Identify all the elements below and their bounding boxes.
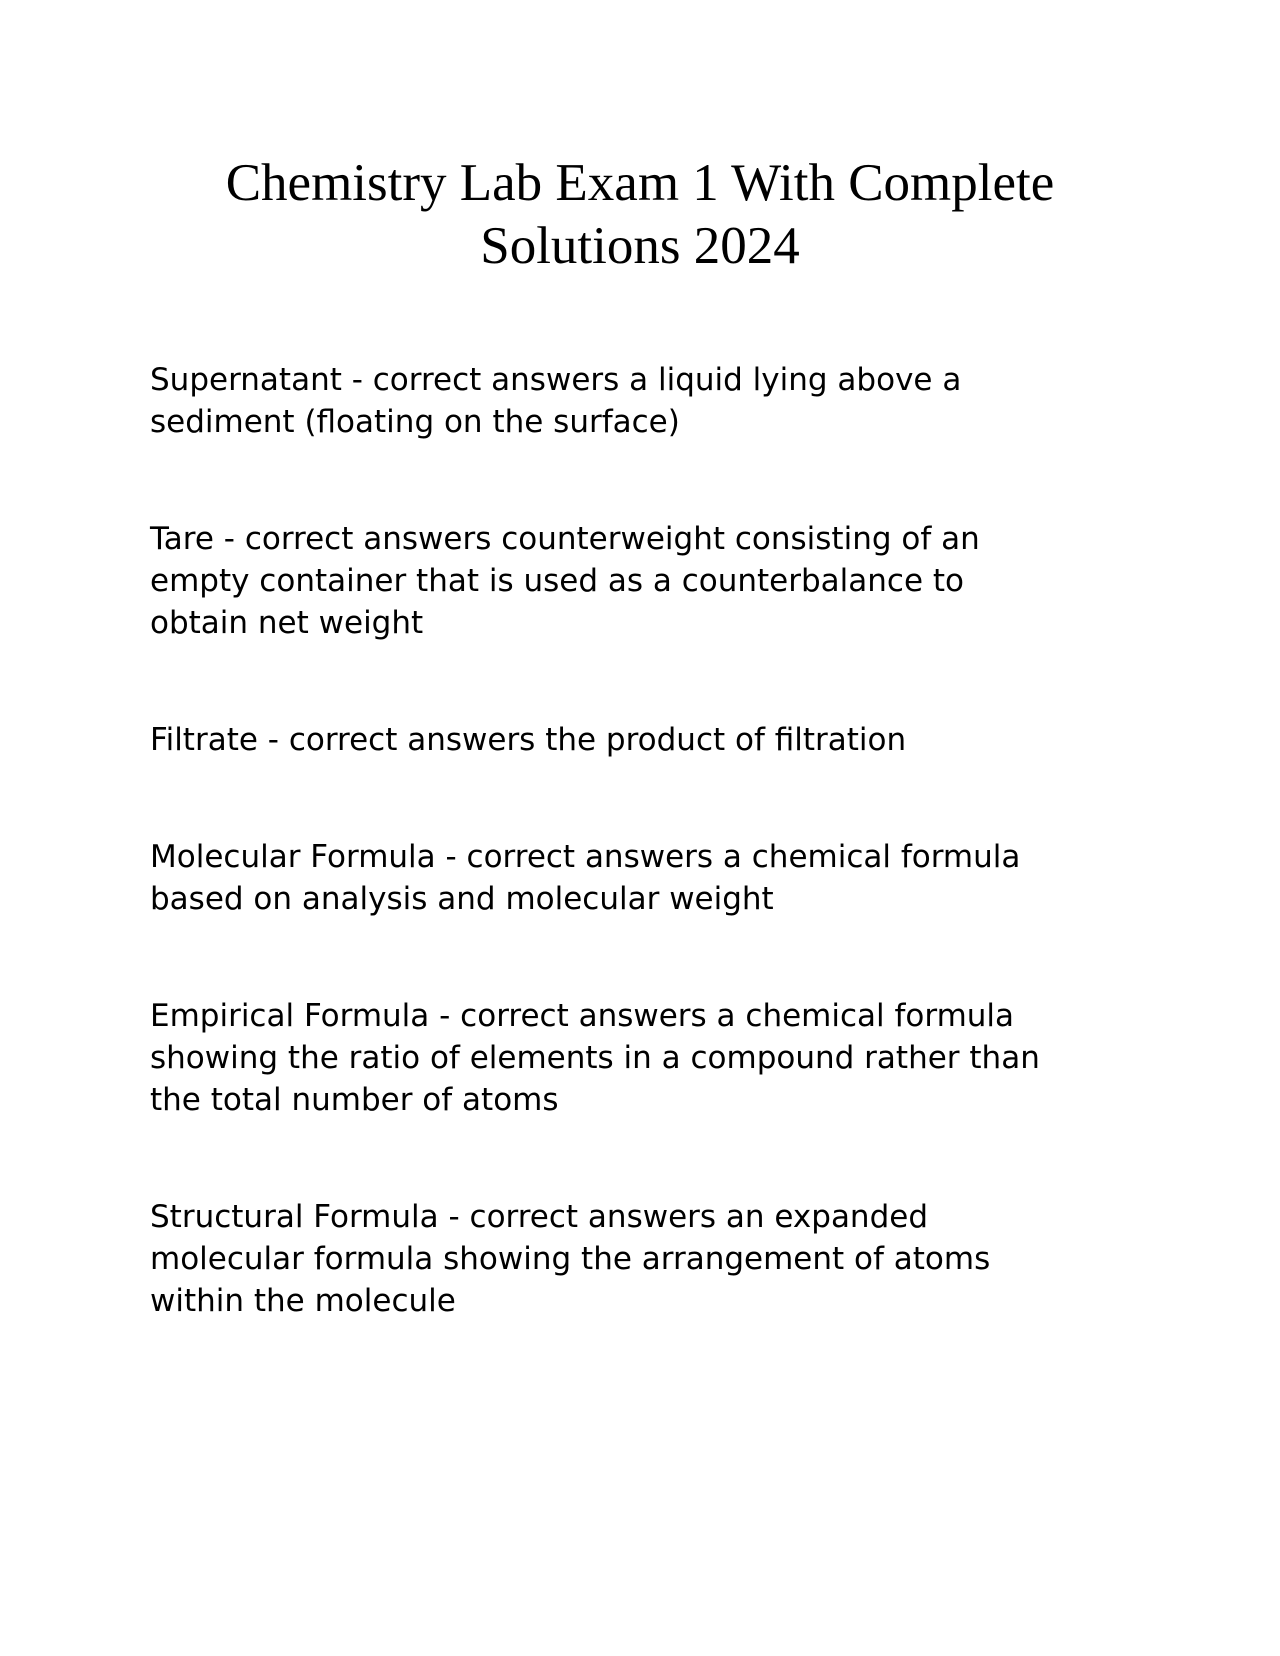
definition-entry-supernatant: Supernatant - correct answers a liquid lying above a sediment (floating on the surface) bbox=[150, 362, 962, 440]
definition-entry-structural-formula: Structural Formula - correct answers an expanded molecular formula showing the arrangement of atoms within the molecule bbox=[150, 1199, 991, 1319]
definition-entry-filtrate: Filtrate - correct answers the product of filtration bbox=[150, 722, 907, 758]
document-title: Chemistry Lab Exam 1 With Complete Solutions 2024 bbox=[225, 154, 1055, 275]
definition-entry-tare: Tare - correct answers counterweight consisting of an empty container that is used as a counterbalance to obtain net weight bbox=[150, 521, 980, 641]
definition-entry-molecular-formula: Molecular Formula - correct answers a chemical formula based on analysis and molecular weight bbox=[150, 839, 1021, 917]
definition-entry-empirical-formula: Empirical Formula - correct answers a chemical formula showing the ratio of elements in a compound rather than the total number of atoms bbox=[150, 998, 1040, 1118]
